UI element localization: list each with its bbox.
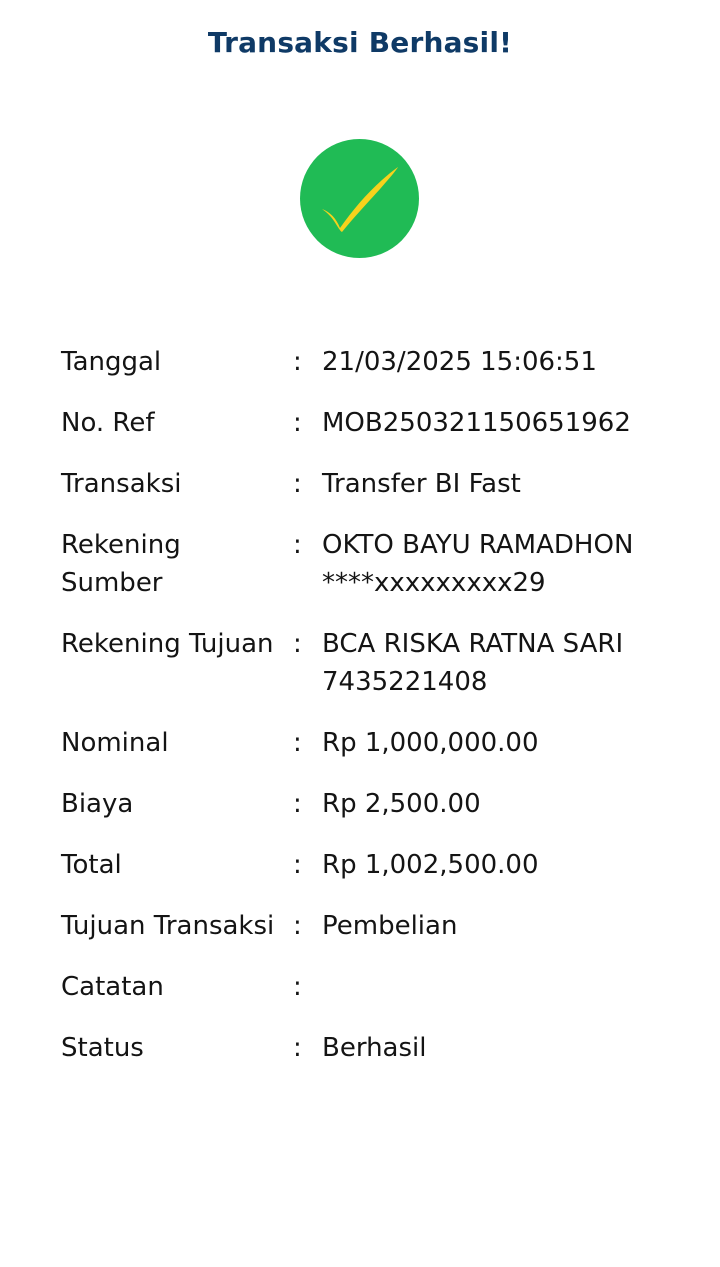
label-transaksi: Transaksi [61, 469, 182, 499]
value-rekening-tujuan [322, 625, 681, 701]
colon: : [293, 469, 302, 499]
label-biaya: Biaya [61, 789, 134, 819]
label-tanggal: Tanggal [61, 347, 162, 377]
colon: : [293, 408, 302, 438]
label-rekening-sumber [61, 526, 293, 602]
colon: : [293, 530, 302, 560]
colon: : [293, 850, 302, 880]
label-total: Total [61, 850, 122, 880]
label-catatan: Catatan [61, 972, 164, 1002]
label-tujuan-transaksi: Tujuan Transaksi [61, 911, 275, 941]
row-rekening-tujuan [61, 625, 681, 701]
value-tujuan-transaksi: Pembelian [322, 911, 458, 941]
colon: : [293, 789, 302, 819]
page-title: Transaksi Berhasil! [207, 26, 513, 59]
row-status [61, 1029, 681, 1067]
value-tanggal: 21/03/2025 15:06:51 [322, 347, 597, 377]
value-rekening-sumber [322, 526, 681, 602]
label-nominal: Nominal [61, 728, 169, 758]
value-biaya: Rp 2,500.00 [322, 789, 481, 819]
value-status: Berhasil [322, 1033, 427, 1063]
label-no-ref: No. Ref [61, 408, 155, 438]
value-transaksi: Transfer BI Fast [322, 469, 521, 499]
destination-account-number: 7435221408 [322, 667, 488, 697]
label-status: Status [61, 1033, 144, 1063]
destination-account-name: BCA RISKA RATNA SARI [322, 629, 624, 659]
row-biaya [61, 785, 681, 823]
row-nominal [61, 724, 681, 762]
row-tujuan-transaksi [61, 907, 681, 945]
value-total: Rp 1,002,500.00 [322, 850, 539, 880]
row-total [61, 846, 681, 884]
row-catatan [61, 968, 681, 1006]
colon: : [293, 629, 302, 659]
checkmark-icon [300, 139, 419, 258]
colon: : [293, 911, 302, 941]
transaction-details [61, 343, 681, 1090]
colon: : [293, 1033, 302, 1063]
colon: : [293, 728, 302, 758]
label-rekening-sumber-line2: Sumber [61, 568, 163, 598]
colon: : [293, 972, 302, 1002]
row-tanggal [61, 343, 681, 381]
row-no-ref [61, 404, 681, 442]
source-account-name: OKTO BAYU RAMADHON [322, 530, 634, 560]
success-badge [300, 139, 419, 258]
row-transaksi [61, 465, 681, 503]
value-no-ref: MOB250321150651962 [322, 408, 631, 438]
row-rekening-sumber [61, 526, 681, 602]
source-account-number: ****xxxxxxxxx29 [322, 568, 546, 598]
label-rekening-tujuan: Rekening Tujuan [61, 629, 274, 659]
colon: : [293, 347, 302, 377]
label-rekening-sumber-line1: Rekening [61, 530, 181, 560]
value-nominal: Rp 1,000,000.00 [322, 728, 539, 758]
